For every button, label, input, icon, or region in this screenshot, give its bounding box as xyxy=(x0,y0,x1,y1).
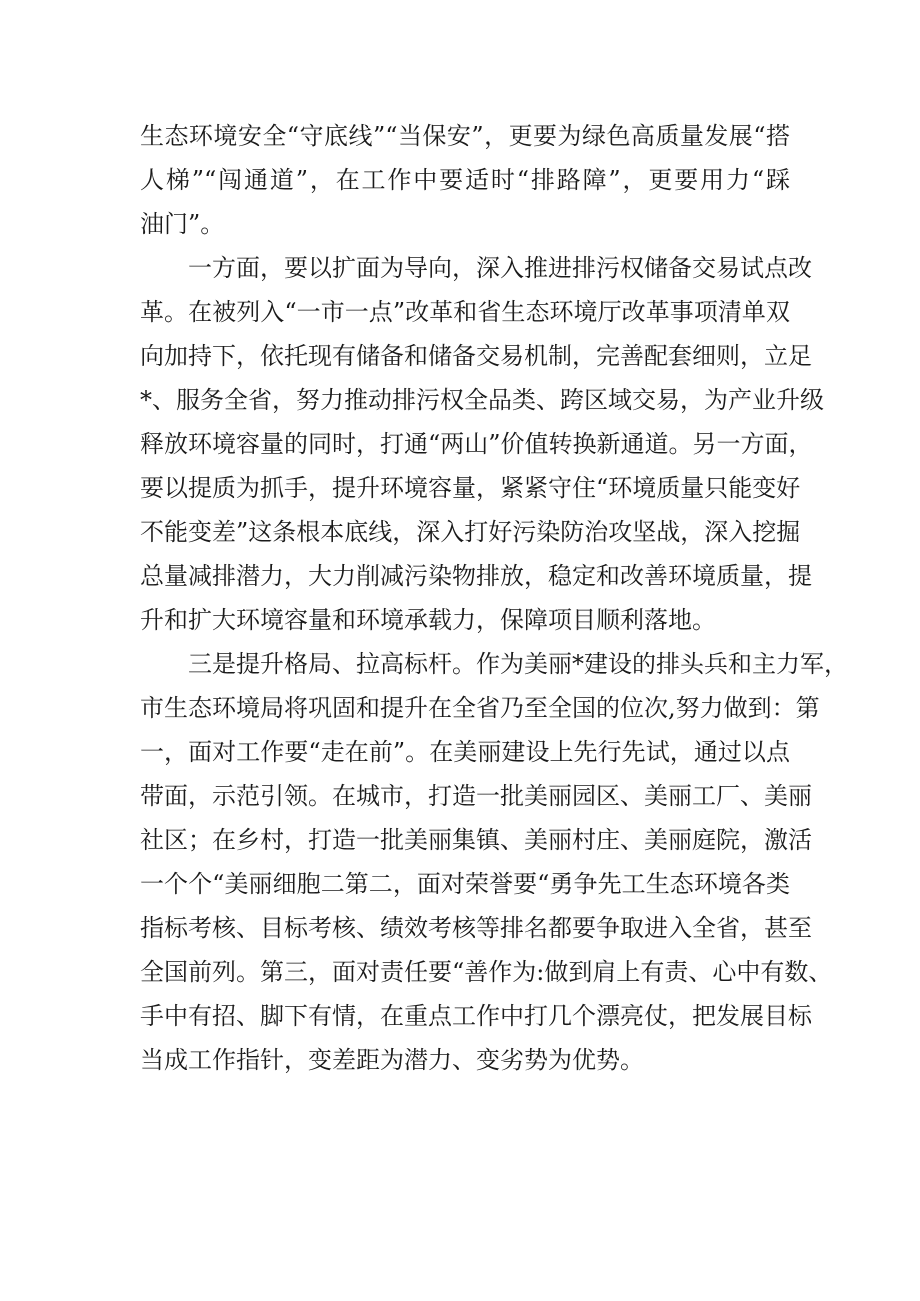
paragraph-first-line: 三是提升格局、拉高标杆。作为美丽*建设的排头兵和主力军， xyxy=(188,650,848,678)
text-line: 释放环境容量的同时，打通“两山”价值转换新通道。另一方面， xyxy=(140,430,813,458)
text-line: 带面，示范引领。在城市，打造一批美丽园区、美丽工厂、美丽 xyxy=(140,782,812,810)
text-line: 当成工作指针，变差距为潜力、变劣势为优势。 xyxy=(140,1046,644,1074)
text-line: 生态环境安全“守底线”“当保安”，更要为绿色高质量发展“搭 xyxy=(140,122,790,150)
text-line: 一，面对工作要“走在前”。在美丽建设上先行先试，通过以点 xyxy=(140,738,790,766)
text-line: 市生态环境局将巩固和提升在全省乃至全国的位次,努力做到：第 xyxy=(140,694,820,722)
text-line: 全国前列。第三，面对责任要“善作为:做到肩上有责、心中有数、 xyxy=(140,958,833,986)
text-line: 要以提质为抓手，提升环境容量，紧紧守住“环境质量只能变好 xyxy=(140,474,801,502)
text-line: 革。在被列入“一市一点”改革和省生态环境厅改革事项清单双 xyxy=(140,298,790,326)
text-line: 指标考核、目标考核、绩效考核等排名都要争取进入全省，甚至 xyxy=(140,914,812,942)
text-line: 向加持下，依托现有储备和储备交易机制，完善配套细则，立足 xyxy=(140,342,812,370)
text-line: 一个个“美丽细胞二第二，面对荣誉要“勇争先工生态环境各类 xyxy=(140,870,790,898)
text-line: 总量减排潜力，大力削减污染物排放，稳定和改善环境质量，提 xyxy=(140,562,812,590)
text-line: 手中有招、脚下有情，在重点工作中打几个漂亮仗，把发展目标 xyxy=(140,1002,812,1030)
text-line: 升和扩大环境容量和环境承载力，保障项目顺利落地。 xyxy=(140,606,716,634)
text-line: 不能变差”这条根本底线，深入打好污染防治攻坚战，深入挖掘 xyxy=(140,518,801,546)
paragraph-first-line: 一方面，要以扩面为导向，深入推进排污权储备交易试点改 xyxy=(188,254,812,282)
text-line: 油门”。 xyxy=(140,210,225,238)
text-line: 人梯”“闯通道”，在工作中要适时“排路障”，更要用力“踩 xyxy=(140,166,790,194)
text-line: *、服务全省，努力推动排污权全品类、跨区域交易，为产业升级 xyxy=(140,386,824,414)
text-line: 社区；在乡村，打造一批美丽集镇、美丽村庄、美丽庭院，激活 xyxy=(140,826,812,854)
